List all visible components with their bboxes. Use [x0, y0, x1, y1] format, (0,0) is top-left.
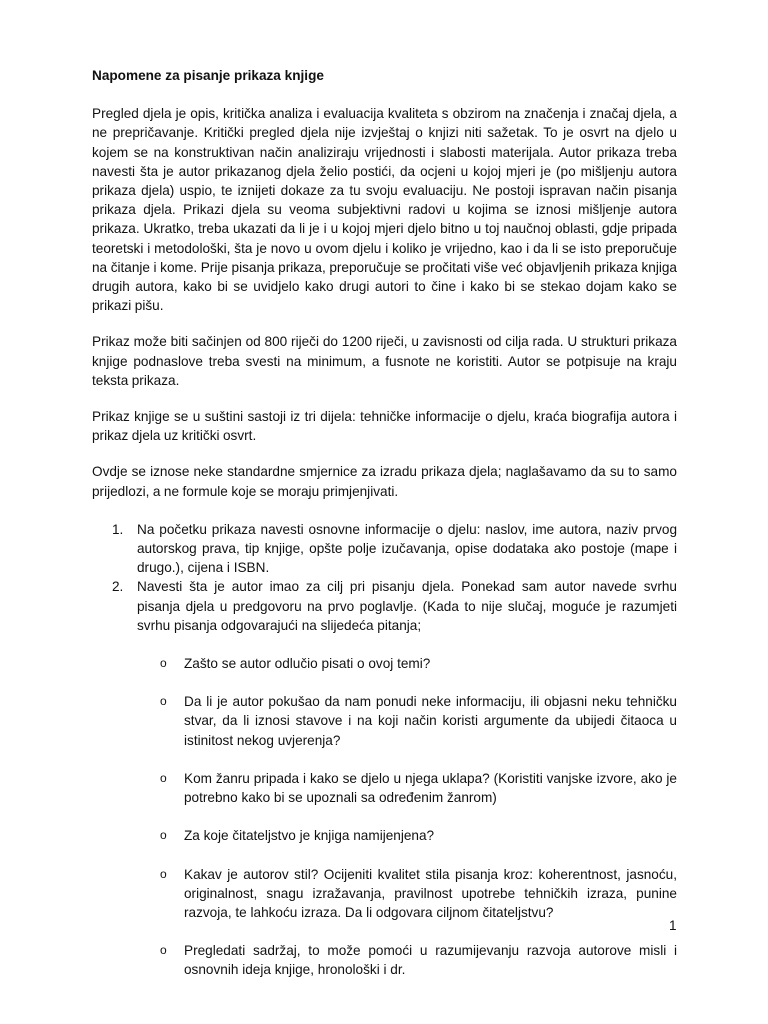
list-item	[92, 826, 677, 845]
list-item-text: Da li je autor pokušao da nam ponudi neke informaciju, ili objasni neku tehničku stvar, da li iznosi stavove i na koji način koristi argumente da ubijedi čitaoca u istinitost nekog uvjerenja?	[184, 694, 677, 748]
paragraph-length: Prikaz može biti sačinjen od 800 riječi do 1200 riječi, u zavisnosti od cilja rada. U strukturi prikaza knjige podnaslove treba svesti na minimum, a fusnote ne koristiti. Autor se potpisuje na kraju teksta prikaza.	[92, 334, 677, 388]
list-item-text: Kom žanru pripada i kako se djelo u njega uklapa? (Koristiti vanjske izvore, ako je potrebno kako bi se upoznali sa određenim žanrom)	[184, 770, 677, 806]
paragraph-intro: Pregled djela je opis, kritička analiza i evaluacija kvaliteta s obzirom na značenja i značaj djela, a ne prepričavanje. Kritički pregled djela nije izvještaj o knjizi niti sažetak. To je osvrt na djelo u kojem se na konstruktivan način analiziraju vrijednosti i slabosti materijala. Autor prikaza treba navesti šta je autor prikazanog djela želio postići, da ocjeni u kojoj mjeri je (po mišljenju autora prikaza djela) uspio, te iznijeti dokaze za tu svoju evaluaciju. Ne postoji ispravan način pisanja prikaza djela. Prikazi djela su veoma subjektivni radovi u kojima se iznosi mišljenje autora prikaza. Ukratko, treba ukazati da li je i u kojoj mjeri djelo bitno u toj naučnoj oblasti, gdje pripada teoretski i metodološki, šta je novo u ovom djelu i koliko je vrijedno, kao i da li se isto preporučuje na čitanje i kome. Prije pisanja prikaza, preporučuje se pročitati više već objavljenih prikaza knjiga drugih autora, kako bi se uvidjelo kako drugi autori to čine i kako bi se stekao dojam kako se prikazi pišu.	[92, 106, 677, 314]
paragraph-guidelines: Ovdje se iznose neke standardne smjernice za izradu prikaza djela; naglašavamo da su to samo prijedlozi, a ne formule koje se moraju primjenjivati.	[92, 464, 677, 499]
list-item-text: Zašto se autor odlučio pisati o ovoj temi?	[184, 656, 431, 672]
list-item	[92, 941, 677, 979]
list-item	[92, 520, 677, 578]
list-item	[92, 769, 677, 807]
list-item-text: Za koje čitateljstvo je knjiga namijenjena?	[184, 828, 435, 844]
document-title: Napomene za pisanje prikaza knjige	[92, 68, 324, 83]
bullet-icon: o	[160, 770, 167, 785]
list-item-text: Na početku prikaza navesti osnovne informacije o djelu: naslov, ime autora, naziv prvog autorskog prava, tip knjige, opšte polje izučavanja, opise dodataka ako postoje (mape i drugo.), cijena i ISBN.	[137, 521, 677, 576]
list-item-text: Navesti šta je autor imao za cilj pri pisanju djela. Ponekad sam autor navede svrhu pisanja djela u predgovoru na prvo poglavlje. (Kada to nije slučaj, moguće je razumjeti svrhu pisanja odgovarajući na slijedeća pitanja;	[137, 579, 677, 633]
list-item	[92, 577, 677, 635]
page-number: 1	[669, 918, 677, 933]
list-item-text: Pregledati sadržaj, to može pomoći u razumijevanju razvoja autorove misli i osnovnih ideja knjige, hronološki i dr.	[184, 943, 677, 978]
list-item	[92, 865, 677, 923]
numbered-list	[92, 520, 677, 635]
paragraph-structure: Prikaz knjige se u suštini sastoji iz tri dijela: tehničke informacije o djelu, kraća biografija autora i prikaz djela uz kritički osvrt.	[92, 409, 677, 444]
list-number: 2.	[112, 579, 124, 595]
list-number: 1.	[112, 521, 124, 537]
list-item	[92, 654, 677, 673]
bullet-icon: o	[160, 866, 167, 881]
list-item-text: Kakav je autorov stil? Ocijeniti kvalitet stila pisanja kroz: koherentnost, jasnoću, originalnost, snagu izražavanja, pravilnost upotrebe tehničkih izraza, punine razvoja, te lahkoću izraza. Da li odgovara ciljnom čitateljstvu?	[184, 866, 677, 920]
bullet-icon: o	[160, 694, 167, 709]
list-item	[92, 692, 677, 750]
bullet-icon: o	[160, 828, 167, 843]
document-body	[92, 66, 677, 999]
bullet-icon: o	[160, 656, 167, 671]
question-list	[92, 654, 677, 979]
bullet-icon: o	[160, 943, 167, 958]
